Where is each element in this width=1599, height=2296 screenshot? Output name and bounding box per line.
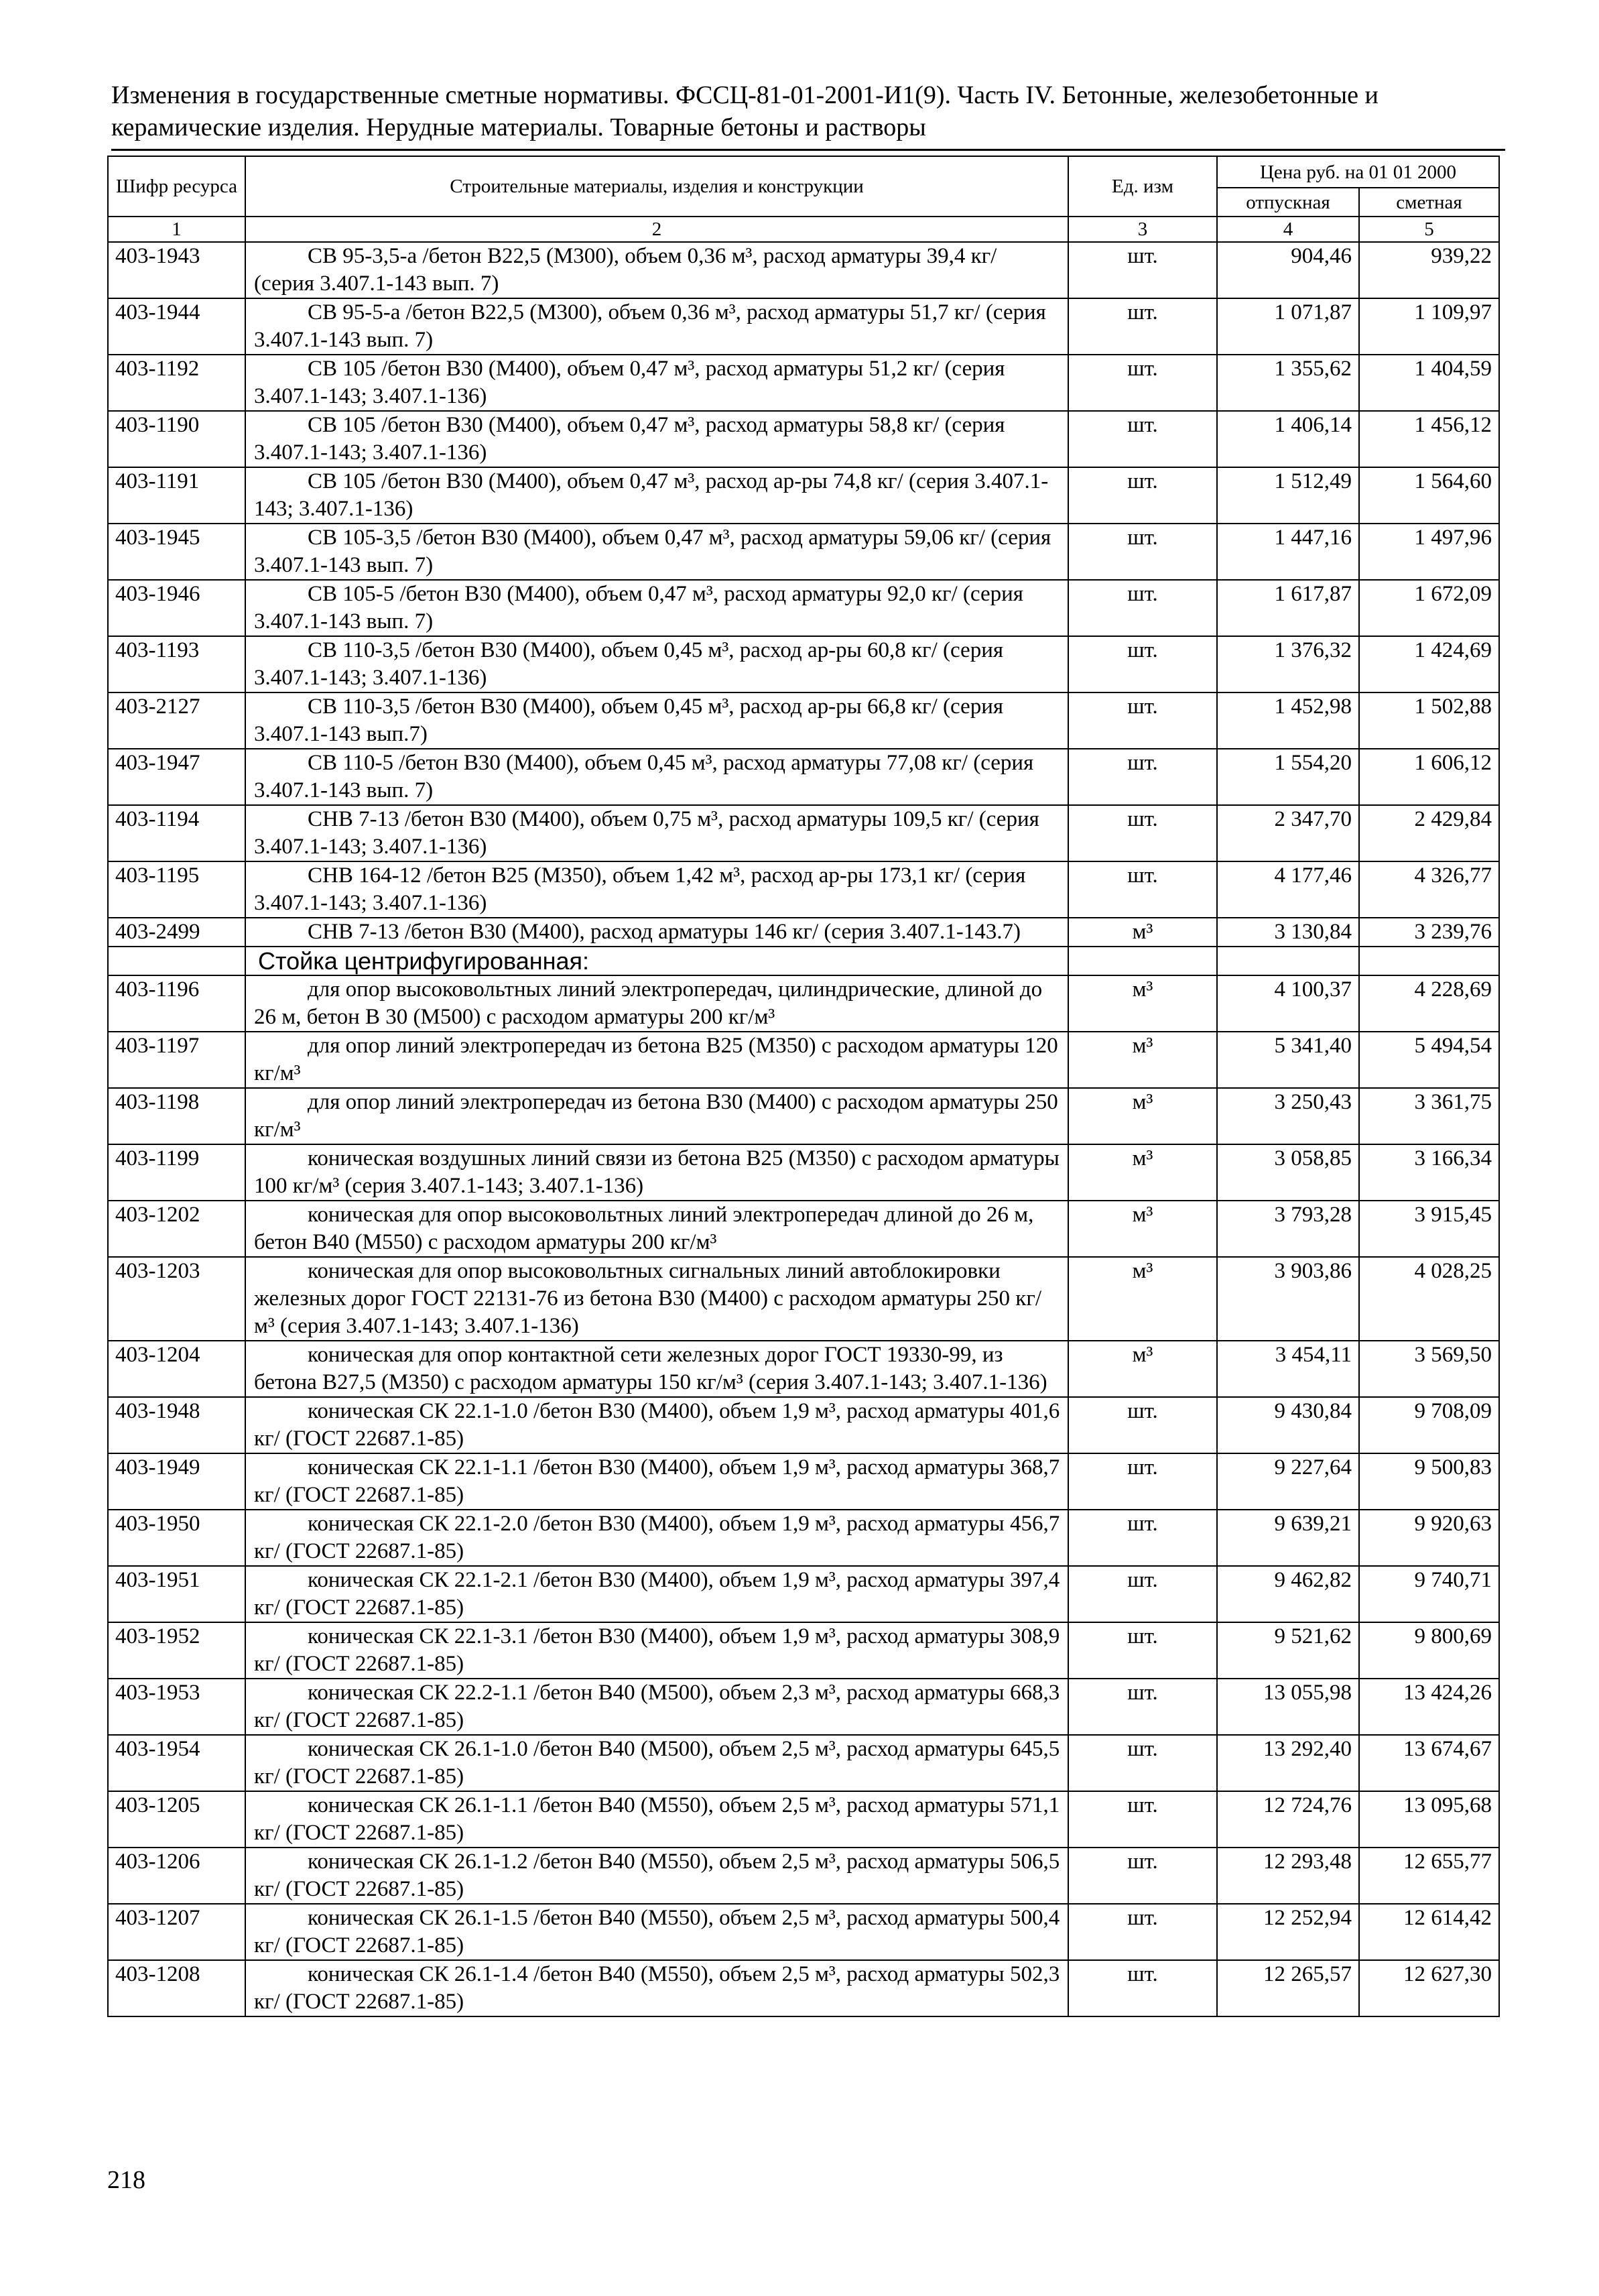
resource-code-cell: 403-1207 [108, 1904, 245, 1960]
resource-code-cell: 403-2127 [108, 692, 245, 749]
col-number: 3 [1068, 217, 1217, 242]
material-name-text: для опор высоковольтных линий электропередач, цилиндрические, длиной до 26 м, бетон В 30 (М500) с расходом арматуры 200 кг/м³ [254, 977, 1043, 1029]
estimate-price-cell: 9 740,71 [1359, 1566, 1499, 1622]
unit-cell: м³ [1068, 1201, 1217, 1257]
unit-cell: м³ [1068, 1088, 1217, 1144]
resource-code-cell: 403-1949 [108, 1453, 245, 1510]
column-numbers-row [108, 217, 1499, 242]
material-name-text: коническая СК 22.1-2.1 /бетон В30 (М400), объем 1,9 м³, расход арматуры 397,4 кг/ (ГОСТ 22687.1-85) [254, 1568, 1060, 1620]
release-price-cell: 13 055,98 [1217, 1679, 1359, 1735]
unit-cell: шт. [1068, 749, 1217, 805]
unit-cell: шт. [1068, 1904, 1217, 1960]
table-row [108, 467, 1499, 524]
table-row [108, 298, 1499, 355]
unit-cell: шт. [1068, 1791, 1217, 1848]
resource-code-cell: 403-1947 [108, 749, 245, 805]
material-name-text: коническая СК 26.1-1.2 /бетон В40 (М550), объем 2,5 м³, расход арматуры 506,5 кг/ (ГОСТ 22687.1-85) [254, 1850, 1060, 1901]
unit-cell: шт. [1068, 1510, 1217, 1566]
resource-code-cell: 403-1191 [108, 467, 245, 524]
material-name-text: коническая для опор контактной сети железных дорог ГОСТ 19330-99, из бетона В27,5 (М350) с расходом арматуры 150 кг/м³ (серия 3.407.1-143; 3.407.1-136) [254, 1343, 1047, 1394]
material-name-cell [245, 692, 1068, 749]
section-empty-cell [1359, 947, 1499, 975]
estimate-price-cell: 1 109,97 [1359, 298, 1499, 355]
unit-cell: шт. [1068, 411, 1217, 467]
material-name-text: СВ 110-5 /бетон В30 (М400), объем 0,45 м³, расход арматуры 77,08 кг/ (серия 3.407.1-143 вып. 7) [254, 751, 1034, 802]
material-name-text: СВ 105-5 /бетон В30 (М400), объем 0,47 м³, расход арматуры 92,0 кг/ (серия 3.407.1-143 вып. 7) [254, 582, 1023, 633]
release-price-cell: 13 292,40 [1217, 1735, 1359, 1791]
table-row [108, 242, 1499, 298]
release-price-cell: 1 447,16 [1217, 524, 1359, 580]
unit-cell: шт. [1068, 580, 1217, 636]
estimate-price-cell: 1 497,96 [1359, 524, 1499, 580]
material-name-cell [245, 1510, 1068, 1566]
header-price-group: Цена руб. на 01 01 2000 [1217, 156, 1499, 188]
estimate-price-cell: 939,22 [1359, 242, 1499, 298]
unit-cell: шт. [1068, 636, 1217, 692]
release-price-cell: 904,46 [1217, 242, 1359, 298]
resource-code-cell: 403-1944 [108, 298, 245, 355]
table-row [108, 1791, 1499, 1848]
document-header [111, 79, 1505, 143]
table-row [108, 1397, 1499, 1453]
material-name-cell [245, 242, 1068, 298]
release-price-cell: 2 347,70 [1217, 805, 1359, 861]
resource-code-cell: 403-1197 [108, 1032, 245, 1088]
material-name-text: СВ 105-3,5 /бетон В30 (М400), объем 0,47 м³, расход арматуры 59,06 кг/ (серия 3.407.1-143 вып. 7) [254, 526, 1051, 577]
resource-code-cell: 403-1202 [108, 1201, 245, 1257]
estimate-price-cell: 12 614,42 [1359, 1904, 1499, 1960]
resource-code-cell: 403-1205 [108, 1791, 245, 1848]
material-name-text: СНВ 7-13 /бетон В30 (М400), расход арматуры 146 кг/ (серия 3.407.1-143.7) [308, 920, 1021, 944]
estimate-price-cell: 12 655,77 [1359, 1848, 1499, 1904]
section-row [108, 947, 1499, 975]
section-empty-cell [1068, 947, 1217, 975]
release-price-cell: 9 462,82 [1217, 1566, 1359, 1622]
release-price-cell: 9 639,21 [1217, 1510, 1359, 1566]
resource-code-cell: 403-1192 [108, 355, 245, 411]
table-row [108, 1679, 1499, 1735]
unit-cell: шт. [1068, 1679, 1217, 1735]
section-empty-cell [108, 947, 245, 975]
unit-cell: шт. [1068, 1735, 1217, 1791]
material-name-text: для опор линий электропередач из бетона В25 (М350) с расходом арматуры 120 кг/м³ [254, 1034, 1058, 1085]
estimate-price-cell: 9 920,63 [1359, 1510, 1499, 1566]
unit-cell: шт. [1068, 524, 1217, 580]
unit-cell: шт. [1068, 355, 1217, 411]
material-name-text: коническая СК 22.1-1.0 /бетон В30 (М400), объем 1,9 м³, расход арматуры 401,6 кг/ (ГОСТ 22687.1-85) [254, 1399, 1060, 1451]
material-name-text: коническая СК 22.1-1.1 /бетон В30 (М400), объем 1,9 м³, расход арматуры 368,7 кг/ (ГОСТ 22687.1-85) [254, 1455, 1060, 1507]
release-price-cell: 1 376,32 [1217, 636, 1359, 692]
material-name-cell [245, 861, 1068, 918]
header-estimate-price: сметная [1359, 188, 1499, 217]
material-name-text: СВ 105 /бетон В30 (М400), объем 0,47 м³, расход арматуры 51,2 кг/ (серия 3.407.1-143; 3.407.1-136) [254, 357, 1005, 408]
release-price-cell: 4 100,37 [1217, 975, 1359, 1032]
release-price-cell: 5 341,40 [1217, 1032, 1359, 1088]
resource-code-cell: 403-1945 [108, 524, 245, 580]
unit-cell: шт. [1068, 467, 1217, 524]
resource-table [107, 156, 1500, 2017]
estimate-price-cell: 3 361,75 [1359, 1088, 1499, 1144]
estimate-price-cell: 12 627,30 [1359, 1960, 1499, 2016]
col-number: 2 [245, 217, 1068, 242]
material-name-cell [245, 411, 1068, 467]
resource-code-cell: 403-1204 [108, 1341, 245, 1397]
material-name-text: СВ 110-3,5 /бетон В30 (М400), объем 0,45 м³, расход ар-ры 60,8 кг/ (серия 3.407.1-143; 3.407.1-136) [254, 638, 1004, 690]
table-row [108, 1848, 1499, 1904]
release-price-cell: 12 252,94 [1217, 1904, 1359, 1960]
table-row [108, 1622, 1499, 1679]
resource-code-cell: 403-1203 [108, 1257, 245, 1341]
table-row [108, 636, 1499, 692]
estimate-price-cell: 1 456,12 [1359, 411, 1499, 467]
material-name-cell [245, 1735, 1068, 1791]
col-number: 1 [108, 217, 245, 242]
material-name-cell [245, 467, 1068, 524]
table-row [108, 524, 1499, 580]
header-code: Шифр ресурса [108, 156, 245, 217]
estimate-price-cell: 13 095,68 [1359, 1791, 1499, 1848]
material-name-text: коническая СК 22.1-3.1 /бетон В30 (М400), объем 1,9 м³, расход арматуры 308,9 кг/ (ГОСТ 22687.1-85) [254, 1624, 1060, 1676]
material-name-text: коническая воздушных линий связи из бетона В25 (М350) с расходом арматуры 100 кг/м³ (серия 3.407.1-143; 3.407.1-136) [254, 1146, 1060, 1198]
table-row [108, 411, 1499, 467]
release-price-cell: 4 177,46 [1217, 861, 1359, 918]
material-name-text: СНВ 7-13 /бетон В30 (М400), объем 0,75 м³, расход арматуры 109,5 кг/ (серия 3.407.1-143; 3.407.1-136) [254, 807, 1039, 859]
material-name-cell [245, 1201, 1068, 1257]
material-name-text: коническая СК 22.2-1.1 /бетон В40 (М500), объем 2,3 м³, расход арматуры 668,3 кг/ (ГОСТ 22687.1-85) [254, 1681, 1060, 1732]
material-name-cell [245, 1904, 1068, 1960]
release-price-cell: 3 903,86 [1217, 1257, 1359, 1341]
table-row [108, 805, 1499, 861]
material-name-text: коническая для опор высоковольтных линий электропередач длиной до 26 м, бетон В40 (М550) с расходом арматуры 200 кг/м³ [254, 1203, 1034, 1254]
header-line-2: керамические изделия. Нерудные материалы. Товарные бетоны и растворы [111, 113, 926, 141]
material-name-text: коническая СК 26.1-1.4 /бетон В40 (М550), объем 2,5 м³, расход арматуры 502,3 кг/ (ГОСТ 22687.1-85) [254, 1962, 1060, 2014]
page-number: 218 [107, 2166, 145, 2194]
material-name-cell [245, 1848, 1068, 1904]
estimate-price-cell: 9 800,69 [1359, 1622, 1499, 1679]
table-row [108, 1960, 1499, 2016]
resource-code-cell: 403-1190 [108, 411, 245, 467]
unit-cell: шт. [1068, 1622, 1217, 1679]
unit-cell: шт. [1068, 692, 1217, 749]
resource-code-cell: 403-1206 [108, 1848, 245, 1904]
material-name-text: коническая для опор высоковольтных сигнальных линий автоблокировки железных дорог ГОСТ 22131-76 из бетона В30 (М400) с расходом арматуры 250 кг/м³ (серия 3.407.1-143; 3.407.1-136) [254, 1259, 1042, 1338]
header-release-price: отпускная [1217, 188, 1359, 217]
release-price-cell: 3 454,11 [1217, 1341, 1359, 1397]
material-name-cell [245, 1397, 1068, 1453]
release-price-cell: 1 512,49 [1217, 467, 1359, 524]
unit-cell: шт. [1068, 242, 1217, 298]
table-row [108, 1088, 1499, 1144]
estimate-price-cell: 9 708,09 [1359, 1397, 1499, 1453]
unit-cell: шт. [1068, 1960, 1217, 2016]
material-name-cell [245, 580, 1068, 636]
resource-code-cell: 403-1948 [108, 1397, 245, 1453]
table-row [108, 1510, 1499, 1566]
header-unit: Ед. изм [1068, 156, 1217, 217]
table-row [108, 692, 1499, 749]
material-name-cell [245, 1791, 1068, 1848]
table-row [108, 918, 1499, 947]
material-name-text: коническая СК 26.1-1.1 /бетон В40 (М550), объем 2,5 м³, расход арматуры 571,1 кг/ (ГОСТ 22687.1-85) [254, 1793, 1060, 1845]
material-name-cell [245, 1144, 1068, 1201]
release-price-cell: 9 227,64 [1217, 1453, 1359, 1510]
resource-code-cell: 403-1950 [108, 1510, 245, 1566]
header-line-1: Изменения в государственные сметные нормативы. ФССЦ-81-01-2001-И1(9). Часть IV. Бетонные, железобетонные и [111, 81, 1379, 109]
table-row [108, 1201, 1499, 1257]
material-name-cell [245, 298, 1068, 355]
estimate-price-cell: 1 502,88 [1359, 692, 1499, 749]
estimate-price-cell: 13 674,67 [1359, 1735, 1499, 1791]
header-name: Строительные материалы, изделия и конструкции [245, 156, 1068, 217]
table-row [108, 1144, 1499, 1201]
table-row [108, 1453, 1499, 1510]
estimate-price-cell: 3 166,34 [1359, 1144, 1499, 1201]
material-name-text: СВ 105 /бетон В30 (М400), объем 0,47 м³, расход ар-ры 74,8 кг/ (серия 3.407.1-143; 3.407.1-136) [254, 469, 1049, 521]
release-price-cell: 1 355,62 [1217, 355, 1359, 411]
unit-cell: шт. [1068, 1566, 1217, 1622]
release-price-cell: 12 265,57 [1217, 1960, 1359, 2016]
estimate-price-cell: 2 429,84 [1359, 805, 1499, 861]
col-number: 4 [1217, 217, 1359, 242]
resource-code-cell: 403-1943 [108, 242, 245, 298]
release-price-cell: 3 250,43 [1217, 1088, 1359, 1144]
estimate-price-cell: 1 606,12 [1359, 749, 1499, 805]
release-price-cell: 12 293,48 [1217, 1848, 1359, 1904]
unit-cell: м³ [1068, 1341, 1217, 1397]
material-name-cell [245, 918, 1068, 947]
material-name-cell [245, 1341, 1068, 1397]
estimate-price-cell: 1 404,59 [1359, 355, 1499, 411]
material-name-cell [245, 1032, 1068, 1088]
material-name-cell [245, 524, 1068, 580]
material-name-text: СВ 105 /бетон В30 (М400), объем 0,47 м³, расход арматуры 58,8 кг/ (серия 3.407.1-143; 3.407.1-136) [254, 413, 1005, 465]
release-price-cell: 1 554,20 [1217, 749, 1359, 805]
estimate-price-cell: 9 500,83 [1359, 1453, 1499, 1510]
material-name-text: для опор линий электропередач из бетона В30 (М400) с расходом арматуры 250 кг/м³ [254, 1090, 1058, 1142]
release-price-cell: 1 617,87 [1217, 580, 1359, 636]
table-row [108, 861, 1499, 918]
resource-code-cell: 403-1196 [108, 975, 245, 1032]
material-name-text: коническая СК 22.1-2.0 /бетон В30 (М400), объем 1,9 м³, расход арматуры 456,7 кг/ (ГОСТ 22687.1-85) [254, 1512, 1060, 1563]
material-name-cell [245, 1566, 1068, 1622]
col-number: 5 [1359, 217, 1499, 242]
resource-code-cell: 403-1951 [108, 1566, 245, 1622]
table-row [108, 1904, 1499, 1960]
material-name-cell [245, 1257, 1068, 1341]
release-price-cell: 1 406,14 [1217, 411, 1359, 467]
release-price-cell: 9 430,84 [1217, 1397, 1359, 1453]
unit-cell: шт. [1068, 805, 1217, 861]
release-price-cell: 9 521,62 [1217, 1622, 1359, 1679]
resource-code-cell: 403-2499 [108, 918, 245, 947]
unit-cell: шт. [1068, 861, 1217, 918]
estimate-price-cell: 1 672,09 [1359, 580, 1499, 636]
material-name-cell [245, 1679, 1068, 1735]
material-name-cell [245, 636, 1068, 692]
material-name-text: СНВ 164-12 /бетон В25 (М350), объем 1,42 м³, расход ар-ры 173,1 кг/ (серия 3.407.1-143; 3.407.1-136) [254, 863, 1026, 915]
section-empty-cell [1217, 947, 1359, 975]
table-row [108, 355, 1499, 411]
table-row [108, 1341, 1499, 1397]
material-name-cell [245, 975, 1068, 1032]
table-row [108, 1566, 1499, 1622]
section-title: Стойка центрифугированная: [245, 947, 1068, 975]
unit-cell: м³ [1068, 975, 1217, 1032]
material-name-cell [245, 1453, 1068, 1510]
resource-code-cell: 403-1198 [108, 1088, 245, 1144]
material-name-cell [245, 1088, 1068, 1144]
resource-code-cell: 403-1193 [108, 636, 245, 692]
estimate-price-cell: 13 424,26 [1359, 1679, 1499, 1735]
resource-code-cell: 403-1195 [108, 861, 245, 918]
material-name-text: коническая СК 26.1-1.5 /бетон В40 (М550), объем 2,5 м³, расход арматуры 500,4 кг/ (ГОСТ 22687.1-85) [254, 1906, 1060, 1957]
material-name-text: коническая СК 26.1-1.0 /бетон В40 (М500), объем 2,5 м³, расход арматуры 645,5 кг/ (ГОСТ 22687.1-85) [254, 1737, 1060, 1789]
unit-cell: шт. [1068, 1848, 1217, 1904]
estimate-price-cell: 4 028,25 [1359, 1257, 1499, 1341]
resource-code-cell: 403-1953 [108, 1679, 245, 1735]
table-row [108, 580, 1499, 636]
unit-cell: шт. [1068, 1397, 1217, 1453]
unit-cell: шт. [1068, 298, 1217, 355]
material-name-cell [245, 355, 1068, 411]
unit-cell: м³ [1068, 1032, 1217, 1088]
table-row [108, 749, 1499, 805]
table-row [108, 1032, 1499, 1088]
resource-code-cell: 403-1946 [108, 580, 245, 636]
estimate-price-cell: 4 326,77 [1359, 861, 1499, 918]
resource-code-cell: 403-1952 [108, 1622, 245, 1679]
estimate-price-cell: 5 494,54 [1359, 1032, 1499, 1088]
release-price-cell: 12 724,76 [1217, 1791, 1359, 1848]
release-price-cell: 3 793,28 [1217, 1201, 1359, 1257]
unit-cell: м³ [1068, 1144, 1217, 1201]
table-row [108, 1735, 1499, 1791]
unit-cell: м³ [1068, 1257, 1217, 1341]
table-header-row [108, 156, 1499, 188]
estimate-price-cell: 3 239,76 [1359, 918, 1499, 947]
estimate-price-cell: 1 564,60 [1359, 467, 1499, 524]
material-name-cell [245, 1960, 1068, 2016]
material-name-cell [245, 749, 1068, 805]
table-row [108, 1257, 1499, 1341]
header-rule [111, 149, 1505, 151]
release-price-cell: 1 452,98 [1217, 692, 1359, 749]
release-price-cell: 3 058,85 [1217, 1144, 1359, 1201]
estimate-price-cell: 4 228,69 [1359, 975, 1499, 1032]
material-name-cell [245, 805, 1068, 861]
resource-code-cell: 403-1194 [108, 805, 245, 861]
material-name-text: СВ 95-3,5-а /бетон В22,5 (М300), объем 0,36 м³, расход арматуры 39,4 кг/ (серия 3.407.1-143 вып. 7) [254, 244, 997, 296]
estimate-price-cell: 3 915,45 [1359, 1201, 1499, 1257]
estimate-price-cell: 1 424,69 [1359, 636, 1499, 692]
table-row [108, 975, 1499, 1032]
release-price-cell: 1 071,87 [1217, 298, 1359, 355]
resource-code-cell: 403-1954 [108, 1735, 245, 1791]
unit-cell: м³ [1068, 918, 1217, 947]
material-name-cell [245, 1622, 1068, 1679]
resource-code-cell: 403-1199 [108, 1144, 245, 1201]
material-name-text: СВ 110-3,5 /бетон В30 (М400), объем 0,45 м³, расход ар-ры 66,8 кг/ (серия 3.407.1-143 вып.7) [254, 694, 1004, 746]
material-name-text: СВ 95-5-а /бетон В22,5 (М300), объем 0,36 м³, расход арматуры 51,7 кг/ (серия 3.407.1-143 вып. 7) [254, 300, 1046, 352]
estimate-price-cell: 3 569,50 [1359, 1341, 1499, 1397]
release-price-cell: 3 130,84 [1217, 918, 1359, 947]
resource-code-cell: 403-1208 [108, 1960, 245, 2016]
unit-cell: шт. [1068, 1453, 1217, 1510]
